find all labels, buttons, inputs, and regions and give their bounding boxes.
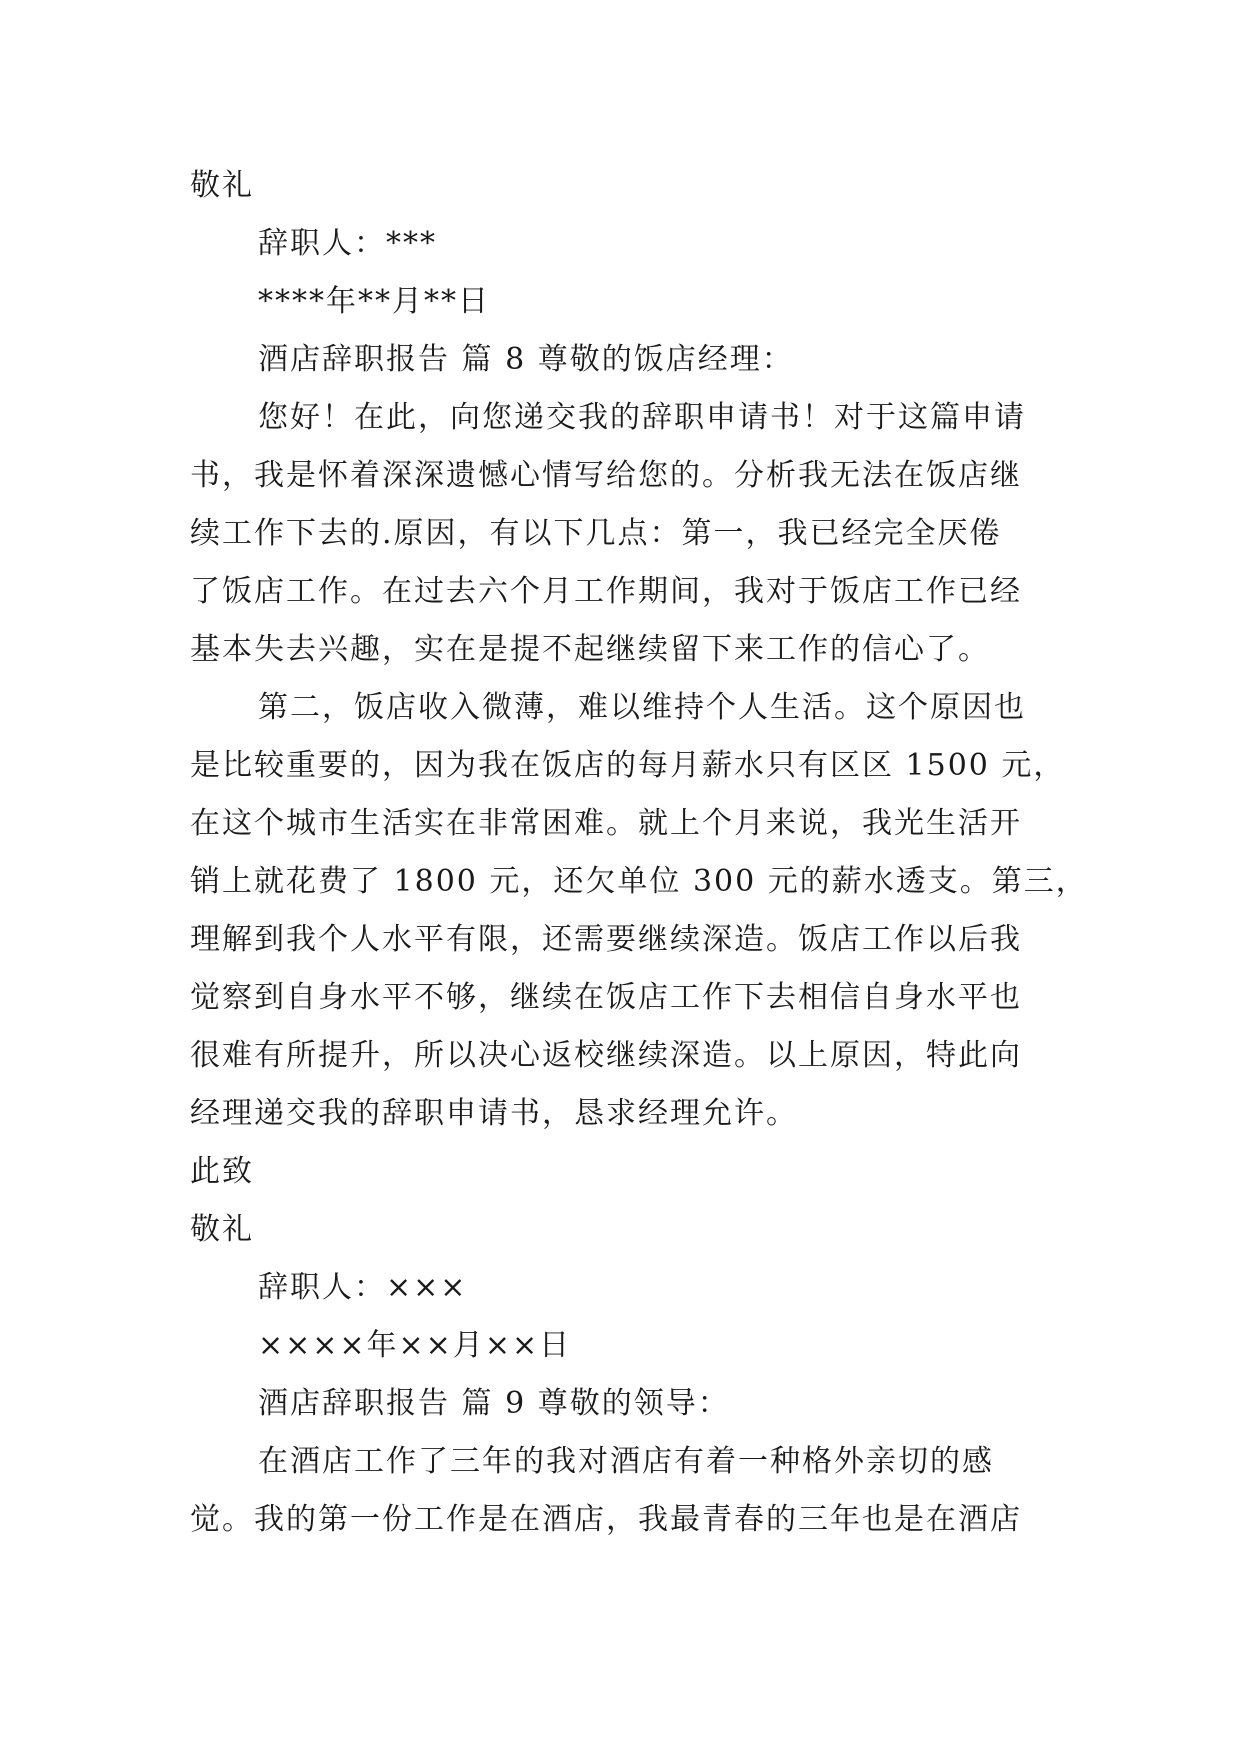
signature-name: 辞职人：××× (258, 1270, 468, 1305)
closing-salute: 敬礼 (190, 168, 254, 203)
paragraph-line: 续工作下去的.原因，有以下几点：第一，我已经完全厌倦 (190, 516, 1002, 551)
signature-name: 辞职人：*** (258, 226, 437, 261)
signature-date: ××××年××月××日 (258, 1328, 572, 1363)
paragraph-line: 您好！在此，向您递交我的辞职申请书！对于这篇申请 (258, 400, 1026, 435)
paragraph-line: 觉。我的第一份工作是在酒店，我最青春的三年也是在酒店 (190, 1502, 1022, 1537)
paragraph-line: 经理递交我的辞职申请书，恳求经理允许。 (190, 1096, 798, 1131)
report-heading-8: 酒店辞职报告 篇 8 尊敬的饭店经理： (258, 342, 794, 377)
closing-salute: 敬礼 (190, 1212, 254, 1247)
report-heading-9: 酒店辞职报告 篇 9 尊敬的领导： (258, 1386, 730, 1421)
paragraph-line: 是比较重要的，因为我在饭店的每月薪水只有区区 1500 元， (190, 748, 1066, 783)
paragraph-line: 在这个城市生活实在非常困难。就上个月来说，我光生活开 (190, 806, 1022, 841)
paragraph-line: 理解到我个人水平有限，还需要继续深造。饭店工作以后我 (190, 922, 1022, 957)
paragraph-line: 很难有所提升，所以决心返校继续深造。以上原因，特此向 (190, 1038, 1022, 1073)
signature-date: ****年**月**日 (258, 284, 490, 319)
paragraph-line: 在酒店工作了三年的我对酒店有着一种格外亲切的感 (258, 1444, 994, 1479)
paragraph-line: 销上就花费了 1800 元，还欠单位 300 元的薪水透支。第三， (190, 864, 1088, 899)
closing-phrase: 此致 (190, 1154, 254, 1189)
paragraph-line: 第二，饭店收入微薄，难以维持个人生活。这个原因也 (258, 690, 1026, 725)
paragraph-line: 觉察到自身水平不够，继续在饭店工作下去相信自身水平也 (190, 980, 1022, 1015)
paragraph-line: 基本失去兴趣，实在是提不起继续留下来工作的信心了。 (190, 632, 990, 667)
paragraph-line: 书，我是怀着深深遗憾心情写给您的。分析我无法在饭店继 (190, 458, 1022, 493)
paragraph-line: 了饭店工作。在过去六个月工作期间，我对于饭店工作已经 (190, 574, 1022, 609)
